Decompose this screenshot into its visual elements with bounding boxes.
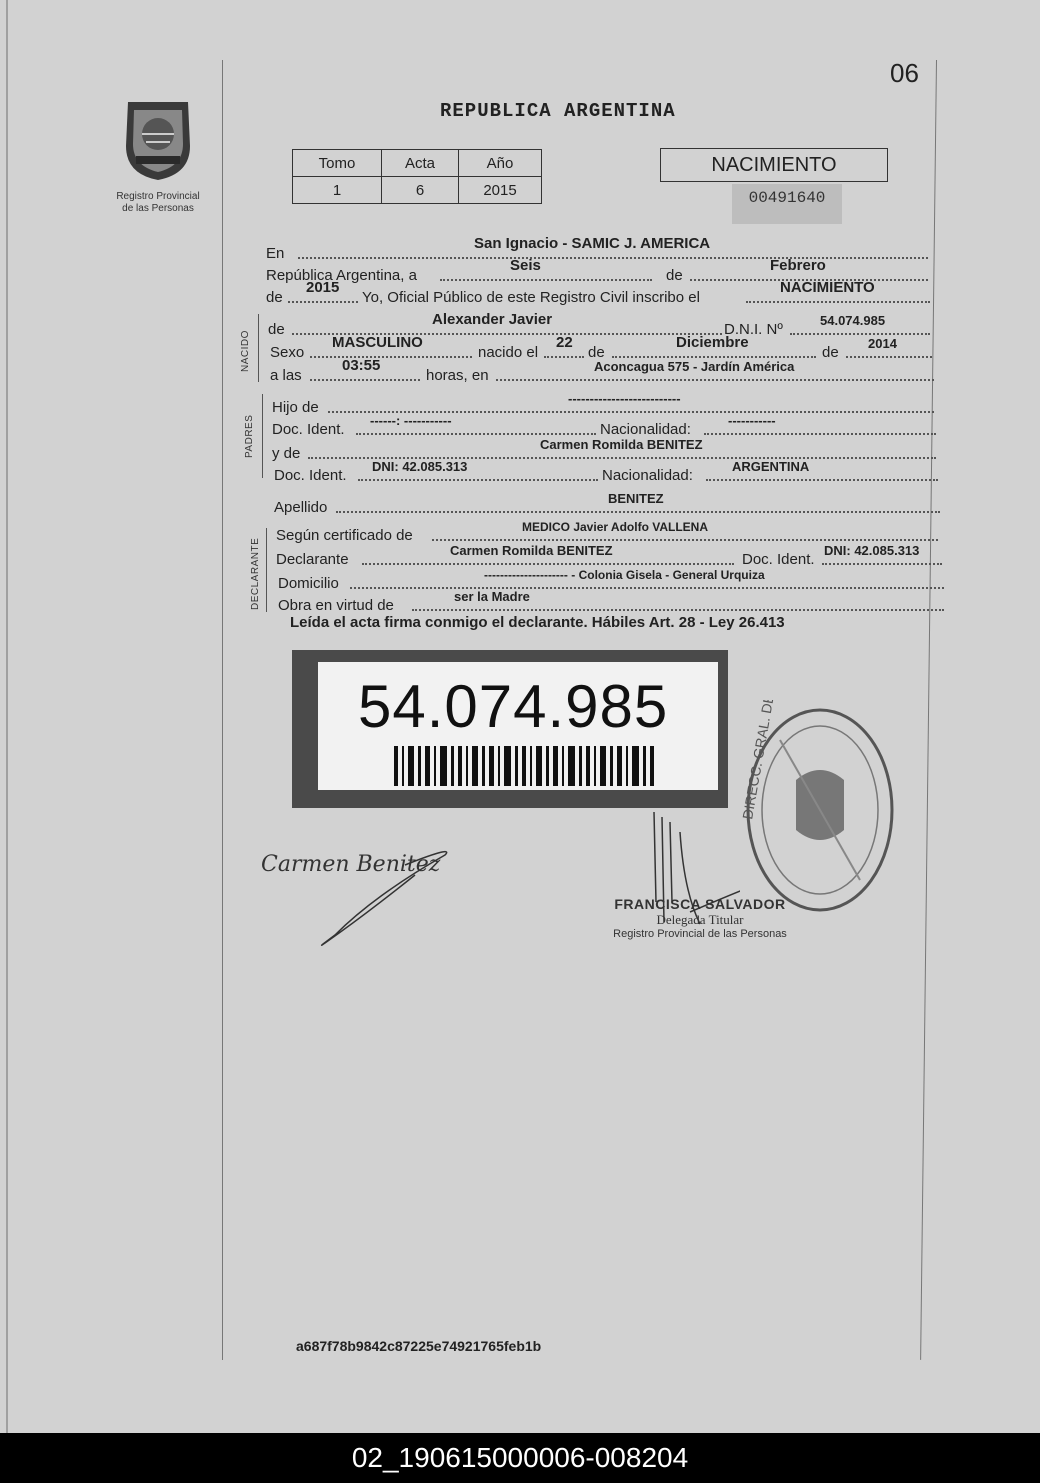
seal-icon xyxy=(740,700,900,920)
section-declarante-label: DECLARANTE xyxy=(250,537,261,610)
value-nacionalidad-1: ----------- xyxy=(728,413,776,428)
section-nacido-label: NACIDO xyxy=(240,330,251,372)
value-dia: Seis xyxy=(510,257,541,274)
provincial-emblem-icon xyxy=(118,96,198,182)
label-de-2: de xyxy=(266,289,283,306)
registry-table xyxy=(292,149,542,204)
row-hora xyxy=(270,357,934,384)
value-dni: 54.074.985 xyxy=(820,313,886,328)
label-doc-2: Doc. Ident. xyxy=(274,467,347,484)
binding-edge xyxy=(6,0,8,1433)
value-obra: ser la Madre xyxy=(454,589,530,604)
registry-header-row xyxy=(293,150,542,177)
value-lugar: Aconcagua 575 - Jardín América xyxy=(594,359,795,374)
label-domicilio: Domicilio xyxy=(278,575,339,592)
official-role: Delegada Titular xyxy=(656,912,744,927)
registry-logo xyxy=(108,96,208,215)
value-hijo: -------------------------- xyxy=(568,391,681,406)
document-title: REPUBLICA ARGENTINA xyxy=(440,100,676,122)
official-name: FRANCISCA SALVADOR xyxy=(614,896,786,912)
value-acta: 6 xyxy=(382,177,459,204)
closing-statement: Leída el acta firma conmigo el declarante. Hábiles Art. 28 - Ley 26.413 xyxy=(290,614,785,631)
row-apellido xyxy=(274,491,940,516)
dni-sticker xyxy=(292,650,728,808)
header-tomo: Tomo xyxy=(293,150,382,177)
value-mes: Febrero xyxy=(770,257,826,274)
value-anio: 2015 xyxy=(459,177,542,204)
header-acta: Acta xyxy=(382,150,459,177)
section-padres-label: PADRES xyxy=(244,414,255,458)
seal-text: DIRECC. GRAL. DE REGISTRO xyxy=(740,700,791,821)
margin-line xyxy=(222,60,223,1360)
label-apellido: Apellido xyxy=(274,499,328,516)
label-doc-3: Doc. Ident. xyxy=(742,551,815,568)
label-declarante: Declarante xyxy=(276,551,349,568)
value-nacionalidad-2: ARGENTINA xyxy=(732,459,810,474)
label-de-3: de xyxy=(268,321,285,338)
signature-text: Carmen Benitez xyxy=(261,852,441,877)
header-anio: Año xyxy=(459,150,542,177)
value-nombre: Alexander Javier xyxy=(432,311,553,328)
value-apellido: BENITEZ xyxy=(608,491,664,506)
label-obra: Obra en virtud de xyxy=(278,597,394,614)
label-yo: Yo, Oficial Público de este Registro Civil inscribo el xyxy=(362,289,700,306)
label-de-4: de xyxy=(588,344,605,361)
value-madre: Carmen Romilda BENITEZ xyxy=(540,437,703,452)
row-inscribo xyxy=(266,279,930,306)
footer-id: 02_190615000006-008204 xyxy=(0,1433,1040,1483)
official-signature-icon xyxy=(640,812,740,932)
barcode-icon xyxy=(394,746,654,786)
row-obra xyxy=(278,589,944,614)
page-number: 06 xyxy=(890,58,919,88)
value-nac-dia: 22 xyxy=(556,334,573,351)
row-declarante xyxy=(276,543,942,568)
label-segun: Según certificado de xyxy=(276,527,413,544)
value-hora: 03:55 xyxy=(342,357,381,374)
label-y-de: y de xyxy=(272,445,301,462)
value-segun: MEDICO Javier Adolfo VALLENA xyxy=(522,520,709,534)
label-hijo: Hijo de xyxy=(272,399,319,416)
value-nac-mes: Diciembre xyxy=(676,334,749,351)
label-nacionalidad-1: Nacionalidad: xyxy=(600,421,691,438)
label-doc-1: Doc. Ident. xyxy=(272,421,345,438)
official-office: Registro Provincial de las Personas xyxy=(613,928,787,940)
label-republica: República Argentina, a xyxy=(266,267,417,284)
label-horas: horas, en xyxy=(426,367,489,384)
label-dni: D.N.I. Nº xyxy=(724,321,783,338)
label-sexo: Sexo xyxy=(270,344,305,361)
value-en: San Ignacio - SAMIC J. AMERICA xyxy=(474,235,711,252)
value-tomo: 1 xyxy=(293,177,382,204)
label-nacido: nacido el xyxy=(478,344,539,361)
row-en xyxy=(266,235,928,262)
registry-value-row xyxy=(293,177,542,204)
value-doc-3: DNI: 42.085.313 xyxy=(824,543,920,558)
row-segun xyxy=(276,522,938,544)
signature-icon xyxy=(255,835,475,955)
label-en: En xyxy=(266,245,285,262)
official-seal xyxy=(740,700,900,925)
row-doc-padre xyxy=(272,413,936,438)
row-domicilio xyxy=(278,570,944,592)
label-de-5: de xyxy=(822,344,839,361)
value-nac-anio: 2014 xyxy=(868,336,897,351)
value-doc-2: DNI: 42.085.313 xyxy=(372,459,468,474)
value-doc-1: ------: ----------- xyxy=(370,413,452,428)
value-anio: 2015 xyxy=(306,279,340,296)
dni-sticker-number: 54.074.985 xyxy=(358,673,669,740)
row-doc-madre xyxy=(274,459,938,484)
label-a-las: a las xyxy=(270,367,302,384)
label-nacionalidad-2: Nacionalidad: xyxy=(602,467,693,484)
declarant-signature xyxy=(255,835,475,960)
value-domicilio: --------------------- - Colonia Gisela - General Urquiza xyxy=(484,568,765,582)
document-hash: a687f78b9842c87225e74921765feb1b xyxy=(296,1338,542,1354)
record-type-box: NACIMIENTO xyxy=(660,148,888,182)
logo-caption-line1: Registro Provincial xyxy=(116,191,200,202)
official-block xyxy=(600,896,800,940)
value-sexo: MASCULINO xyxy=(332,334,423,351)
value-declarante: Carmen Romilda BENITEZ xyxy=(450,543,613,558)
label-de-1: de xyxy=(666,267,683,284)
logo-caption-line2: de las Personas xyxy=(122,203,194,214)
serial-number: 00491640 xyxy=(732,184,842,224)
value-inscribo: NACIMIENTO xyxy=(780,279,875,296)
